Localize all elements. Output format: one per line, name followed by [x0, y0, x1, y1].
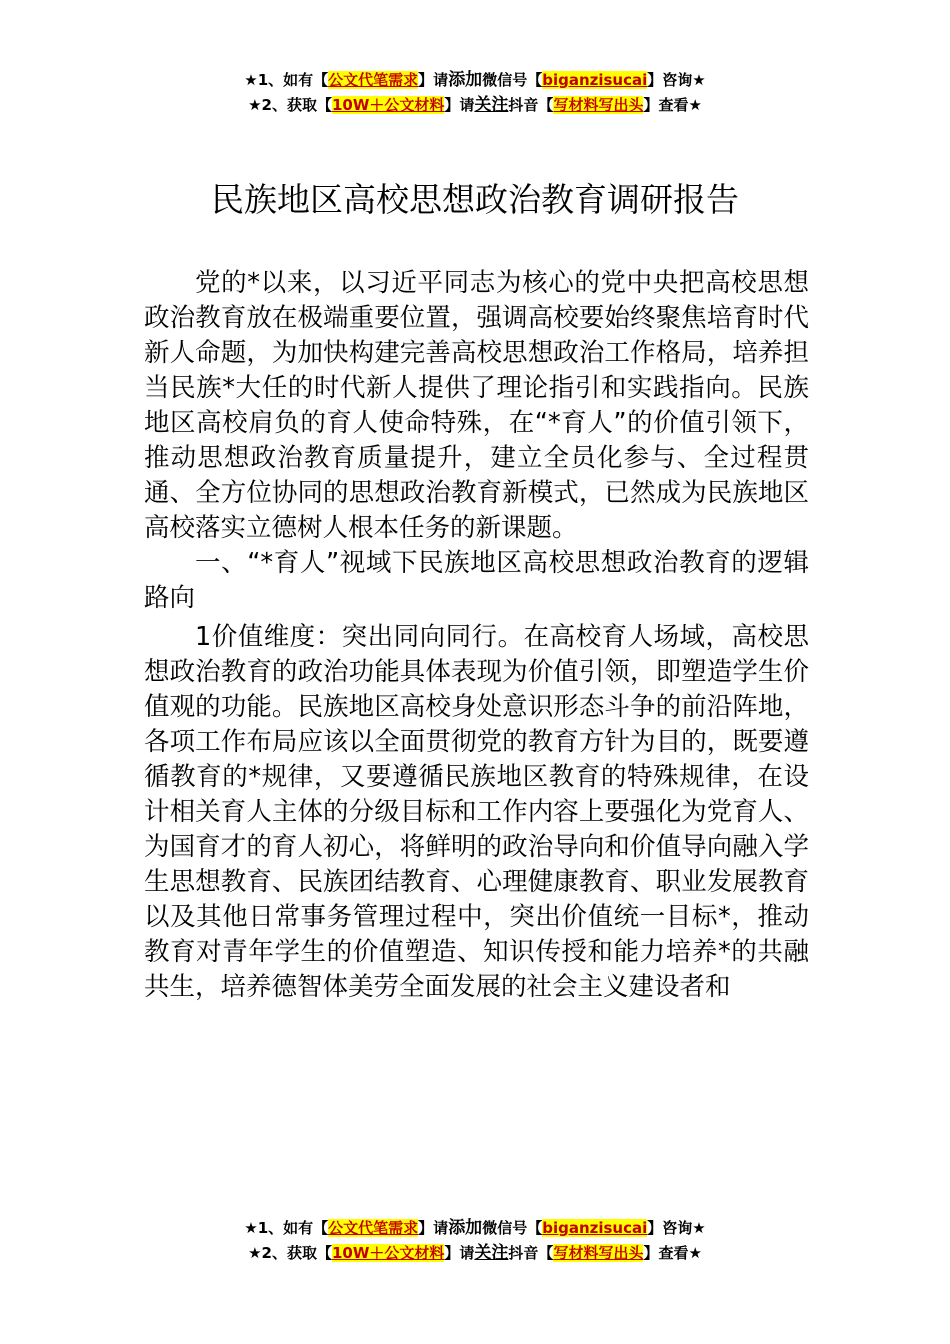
document-title: 民族地区高校思想政治教育调研报告	[211, 180, 739, 219]
wechat-id-highlight: biganzisucai	[542, 1219, 648, 1237]
footer-banner-line-1	[0, 1216, 950, 1241]
banner-text: 】咨询★	[647, 1219, 706, 1237]
footer-banner-line-2	[0, 1241, 950, 1266]
banner-emphasis: 添加	[448, 70, 483, 90]
intro-paragraph: 党的*以来，以习近平同志为核心的党中央把高校思想政治教育放在极端重要位置，强调高校要始终聚焦培育时代新人命题，为加快构建完善高校思想政治工作格局，培养担当民族*大任的时代新人提供了理论指引和实践指向。民族地区高校肩负的育人使命特殊，在“*育人”的价值引领下，推动思想政治教育质量提升，建立全员化参与、全过程贯通、全方位协同的思想政治教育新模式，已然成为民族地区高校落实立德树人根本任务的新课题。	[144, 268, 809, 543]
banner-text: ★2、获取【	[248, 96, 332, 114]
banner-highlight: 10W＋公文材料	[331, 96, 445, 114]
banner-text: 】请	[444, 1244, 475, 1262]
banner-text: 】查看★	[643, 96, 702, 114]
banner-highlight: 公文代笔需求	[328, 1219, 419, 1237]
footer-banner	[0, 1216, 950, 1266]
document-body	[144, 266, 809, 1005]
douyin-id-highlight: 写材料写出头	[553, 1244, 644, 1262]
banner-emphasis: 添加	[448, 1218, 483, 1238]
header-banner-line-1	[0, 68, 950, 93]
wechat-id-highlight: biganzisucai	[542, 71, 648, 89]
banner-text: 抖音【	[508, 96, 554, 114]
banner-emphasis: 关注	[474, 95, 509, 115]
banner-text: 】请	[444, 96, 475, 114]
header-banner-line-2	[0, 93, 950, 118]
banner-text: 】请	[418, 71, 449, 89]
banner-text: 】请	[418, 1219, 449, 1237]
douyin-id-highlight: 写材料写出头	[553, 96, 644, 114]
banner-highlight: 公文代笔需求	[328, 71, 419, 89]
banner-text: 】查看★	[643, 1244, 702, 1262]
banner-text: ★1、如有【	[244, 71, 329, 89]
section-heading: 一、“*育人”视域下民族地区高校思想政治教育的逻辑路向	[144, 548, 809, 613]
banner-text: ★1、如有【	[244, 1219, 329, 1237]
body-paragraph: 1价值维度：突出同向同行。在高校育人场域，高校思想政治教育的政治功能具体表现为价值引领，即塑造学生价值观的功能。民族地区高校身处意识形态斗争的前沿阵地，各项工作布局应该以全面贯彻党的教育方针为目的，既要遵循教育的*规律，又要遵循民族地区教育的特殊规律，在设计相关育人主体的分级目标和工作内容上要强化为党育人、为国育才的育人初心，将鲜明的政治导向和价值导向融入学生思想教育、民族团结教育、心理健康教育、职业发展教育以及其他日常事务管理过程中，突出价值统一目标*，推动教育对青年学生的价值塑造、知识传授和能力培养*的共融共生，培养德智体美劳全面发展的社会主义建设者和	[144, 622, 809, 1002]
banner-text: 微信号【	[482, 71, 543, 89]
banner-highlight: 10W＋公文材料	[331, 1244, 445, 1262]
banner-emphasis: 关注	[474, 1243, 509, 1263]
banner-text: 微信号【	[482, 1219, 543, 1237]
banner-text: 】咨询★	[647, 71, 706, 89]
banner-text: ★2、获取【	[248, 1244, 332, 1262]
banner-text: 抖音【	[508, 1244, 554, 1262]
header-banner	[0, 68, 950, 118]
